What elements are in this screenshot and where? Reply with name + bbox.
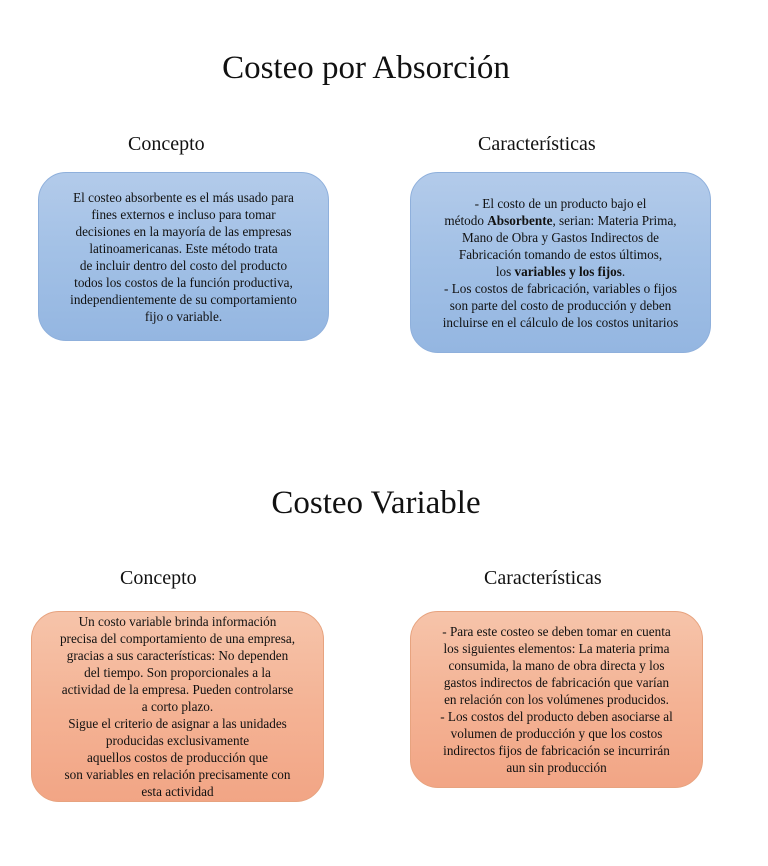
caracteristicas-text-absorcion [425, 195, 696, 331]
text-line: - Los costos de fabricación, variables o fijos [444, 280, 677, 296]
caracteristicas-box-absorcion [410, 172, 711, 353]
text-line: Mano de Obra y Gastos Indirectos de [461, 229, 660, 245]
bold-term-absorbente: Absorbente [487, 212, 553, 228]
text-line: los siguientes elementos: La materia prima [443, 641, 670, 656]
text-line: consumida, la mano de obra directa y los [448, 658, 665, 673]
text-segment: . [621, 263, 626, 279]
text-line [425, 263, 696, 280]
text-line: independientemente de su comportamiento [70, 291, 297, 307]
text-line: decisiones en la mayoría de las empresas [75, 223, 292, 239]
caracteristicas-text-variable [421, 623, 692, 776]
text-line: fijo o variable. [144, 308, 223, 324]
text-line: esta actividad [141, 784, 214, 799]
text-line: gastos indirectos de fabricación que varían [443, 675, 670, 690]
concepto-text-absorcion [53, 189, 314, 325]
text-line: Un costo variable brinda información [78, 614, 277, 629]
heading-concepto-absorcion: Concepto [128, 133, 205, 155]
text-line: Sigue el criterio de asignar a las unidades [68, 716, 287, 731]
text-line: del tiempo. Son proporcionales a la [84, 665, 271, 680]
heading-concepto-variable: Concepto [120, 567, 197, 589]
text-line: - Los costos del producto deben asociarse al [440, 709, 673, 724]
concepto-text-variable [42, 613, 313, 800]
text-line: El costeo absorbente es el más usado para [73, 189, 294, 205]
text-line: en relación con los volúmenes producidos. [444, 692, 669, 707]
heading-caracteristicas-absorcion: Características [478, 133, 596, 155]
text-segment: , serian: Materia Prima, [552, 212, 677, 228]
bold-term-variables-fijos: variables y los fijos [514, 263, 622, 279]
text-line: fines externos e incluso para tomar [91, 206, 276, 222]
text-line: actividad de la empresa. Pueden controlarse [61, 682, 294, 697]
text-line: aquellos costos de producción que [87, 750, 268, 765]
text-line: latinoamericanas. Este método trata [89, 240, 278, 256]
caracteristicas-box-variable [410, 611, 703, 788]
text-line: todos los costos de la función productiva, [74, 274, 293, 290]
concepto-box-absorcion [38, 172, 329, 341]
text-segment: método [444, 212, 488, 228]
text-line: - Para este costeo se deben tomar en cuenta [442, 624, 671, 639]
text-line: aun sin producción [506, 760, 607, 775]
text-line: de incluir dentro del costo del producto [79, 257, 288, 273]
text-line: precisa del comportamiento de una empresa, [59, 631, 296, 646]
text-line [425, 212, 696, 229]
text-line: volumen de producción y que los costos [450, 726, 663, 741]
section-title-absorcion: Costeo por Absorción [222, 50, 510, 86]
text-line: - El costo de un producto bajo el [474, 195, 647, 211]
section-title-variable: Costeo Variable [271, 485, 481, 521]
text-line: gracias a sus características: No dependen [66, 648, 289, 663]
text-line: son variables en relación precisamente con [64, 767, 291, 782]
heading-caracteristicas-variable: Características [484, 567, 602, 589]
text-line: indirectos fijos de fabricación se incurrirán [443, 743, 670, 758]
text-segment: los [495, 263, 515, 279]
text-line: a corto plazo. [141, 699, 214, 714]
text-line: son parte del costo de producción y deben [449, 297, 672, 313]
text-line: Fabricación tomando de estos últimos, [458, 246, 663, 262]
text-line: producidas exclusivamente [105, 733, 250, 748]
text-line: incluirse en el cálculo de los costos unitarios [442, 314, 679, 330]
concepto-box-variable [31, 611, 324, 802]
